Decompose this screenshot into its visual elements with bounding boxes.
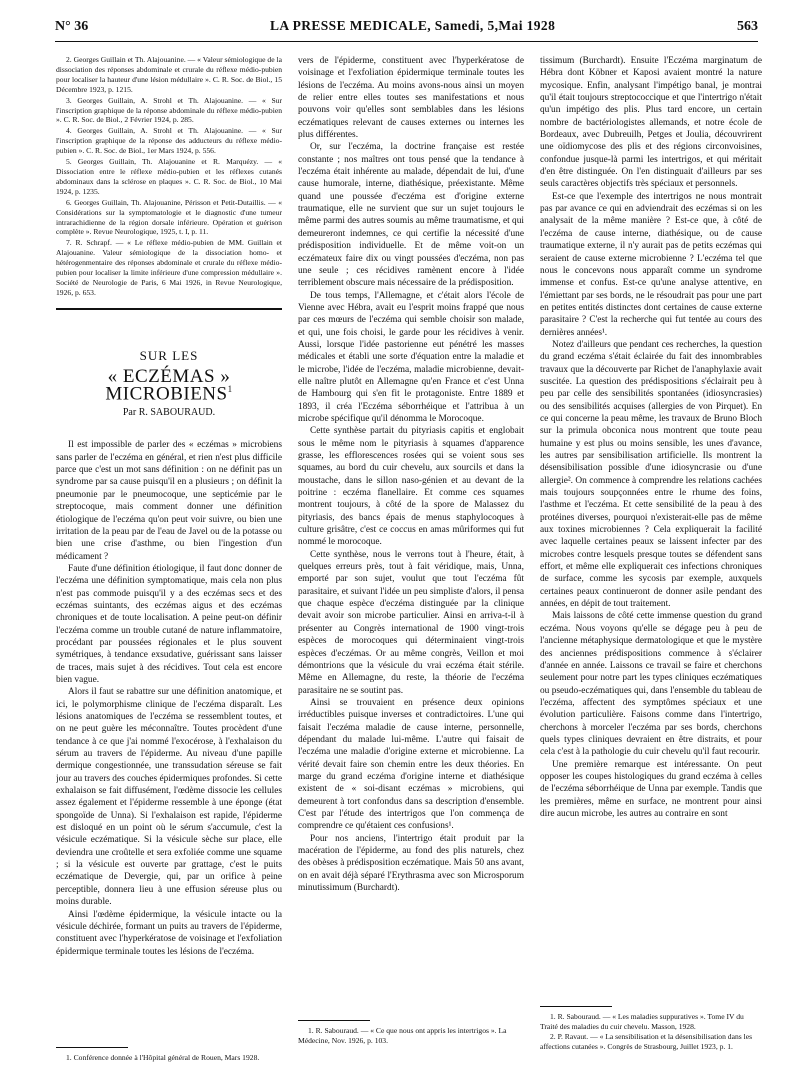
reference-item: 5. Georges Guillain, Th. Alajouanine et R. Marquézy. — « Dissociation entre le réflexe médio-pubien et les réflexes cutanés abdominaux dans la sclérose en plaques ». C. R. Soc. de Biol., 10 Mai 1924, p. 1235. [56,157,282,196]
paragraph: Faute d'une définition étiologique, il faut donc donner de l'eczéma une définition symptomatique, mais cela non plus n'est pas commode puisqu'il y a des eczémas secs et des eczémas suintants, des eczémas aigus et des eczémas chroniques et de toute localisation. A peine peut-on définir l'eczéma comme un trouble cutané de nature inflammatoire, procédant par poussées régionales et le plus souvent symétriques, à tendance exsudative, guérissant sans laisser de traces, mais sujet à des récidives. Tout cela est encore bien vague. [56,563,282,685]
footnote-rule [298,1020,370,1021]
footnote: 1. R. Sabouraud. — « Ce que nous ont appris les intertrigos ». La Médecine, Nov. 1926, p. 103. [298,1026,507,1045]
column-3 [540,55,762,995]
previous-article-references [56,55,282,298]
header-rule [55,41,758,42]
column-2-body [298,55,524,1010]
paragraph: Or, sur l'eczéma, la doctrine française est restée constante ; nos maîtres ont tous pensé que la tendance à l'eczéma était inhérente au malade, dépendait de lui, d'une cause humorale, interne, diathésique, préexistante. Même quand une poussée d'eczéma est d'origine externe traumatique, elle ne survient que sur un sujet toujours le même parmi des autres soumis au même traumatisme, et qui demeureront indemnes, ce qui certifie la nécessité d'une prédisposition individuelle. Et de même voit-on un eczémateux faire dix ou vingt poussées d'eczéma, non pas une seule ; ces récidives ramènent encore à l'idée terriblement obscure mais nécessaire de la prédisposition. [298,142,524,289]
article-title [56,366,282,405]
footnote-rule [540,1006,612,1007]
paragraph: Mais laissons de côté cette immense question du grand eczéma. Nous voyons qu'elle se dégage peu à peu de l'ancienne métaphysique dermatologique et que le mystère des anciennes prédispositions commence à s'éclairer d'année en année. Laissons ce travail se faire et cherchons seulement pour notre part les types cliniques eczématiques ou pseudo-eczématiques qui, dans l'ensemble du tableau de l'eczéma, affectent des symptômes spéciaux et une évolution particulière. Faisons comme dans l'intertrigo, cherchons à morceler l'eczéma par ses bords, cherchons quels types cliniques devraient en être distraits, et pour cela c'est à la pathologie du cuir chevelu qu'il faut recourir. [540,611,762,758]
article-title-text: « ECZÉMAS » MICROBIENS [105,366,231,405]
footnote: 2. P. Ravaut. — « La sensibilisation et la désensibilisation dans les affections cutanées ». Congrès de Strasbourg, Juillet 1923, p. 1. [540,1031,753,1051]
column-3-footnotes [540,1006,762,1052]
paragraph: tissimum (Burchardt). Ensuite l'Eczéma marginatum de Hébra dont Köbner et Kaposi avaient montré la nature mycosique. Enfin, analysant l'impétigo banal, je montrai qu'il était toujours streptococcique et que l'intertrigo n'était qu'un impétigo des plis. Plus tard encore, un certain nombre de bactériologistes allemands, et notre école de Bordeaux, avec Dubreuilh, Petges et Joulia, découvrirent une oïdiomycose des plis et des régions circonvoisines, confondue jusque-là parmi les intertrigos, et qui méritait d'en être distinguée. On l'en distinguait d'ailleurs par ses seuls caractères objectifs très spéciaux et personnels. [540,56,762,190]
paragraph: Cette synthèse partait du pityriasis capitis et englobait sous le même nom le pityriasis à squames d'apparence grasse, les efflorescences rosées qui se voient sous ses squames, au bord du cuir chevelu, aux sourcils et dans la moustache, dans le sillon naso-génien et au devant de la poitrine : eczéma flanellaire. Et comme ces squames montrent toujours, à côté de la spore de Malassez du pityriasis, des bancs épais de menus staphylocoques à culture grisâtre, c'est ce coccus en amas mûriformes qui fut nommé le morocoque. [298,426,524,548]
reference-item: 2. Georges Guillain et Th. Alajouanine. — « Valeur sémiologique de la dissociation des réponses abdominale et crurale du réflexe médio-pubien pour localiser la hauteur d'une lésion médullaire ». C. R. Soc. de Biol., 15 Décembre 1923, p. 1215. [56,55,282,94]
paragraph: Ainsi se trouvaient en présence deux opinions irréductibles puisque inverses et contradictoires. L'une qui faisait l'eczéma maladie de cause interne, personnelle, dépendant du malade lui-même. L'autre qui faisait de l'eczéma une maladie d'origine externe et microbienne. La vérité devait faire son chemin entre les deux théories. En marge du grand eczéma d'origine interne et diathésique existent de « soi-disant eczémas » microbiens, qui demeurent à tort confondus dans sa description d'ensemble. C'est par l'étude des intertrigos que l'on commença de comprendre ce qu'étaient ces confusions¹. [298,697,524,832]
column-1-body [56,439,282,999]
title-footnote-marker: 1 [227,384,233,395]
reference-item: 3. Georges Guillain, A. Strohl et Th. Alajouanine. — « Sur l'inscription graphique de la réponse abdominale du réflexe médio-pubien ». C. R. Soc. de Biol., 2 Février 1924, p. 285. [56,95,282,125]
footnote: 1. R. Sabouraud. — « Les maladies suppuratives ». Tome IV du Traité des maladies du cuir chevelu. Masson, 1928. [540,1012,744,1031]
column-1 [56,55,282,999]
page-header [55,18,758,40]
reference-item: 7. R. Schrapf. — « Le réflexe médio-pubien de MM. Guillain et Alajouanine. Valeur sémiologique de la dissociation homo- et hétérogenmentaire des réponses abdominale et crurale du réflexe médio-pubien pour localiser la limite inférieure d'une compression médullaire ». Société de Neurologie de Paris, 6 Mai 1926, in Revue Neurologique, 1926, p. 653. [56,238,282,297]
column-2 [298,55,524,1010]
column-2-footnotes [298,1020,524,1046]
page-number: 563 [736,19,758,34]
article-author: Par R. SABOURAUD. [122,407,216,419]
reference-item: 6. Georges Guillain, Th. Alajouanine, Périsson et Petit-Dutaillis. — « Considérations sur la symptomatologie et le diagnostic d'une tumeur intrarachidienne de la région dorsale inférieure. Opération et guérison complète ». Revue Neurologique, 1925, t. I, p. 11. [56,197,282,237]
paragraph: Une première remarque est intéressante. On peut opposer les coupes histologiques du grand eczéma à celles de l'eczéma séborrhéique de Unna par exemple. Tandis que les premières, même en surface, ne montrent pour ainsi dire aucun microbe, les autres au contraire en sont [540,759,762,819]
footnote-rule [56,1047,128,1048]
paragraph: Ainsi l'œdème épidermique, la vésicule intacte ou la vésicule déchirée, formant un puits au travers de l'épiderme, constituent avec l'hyperkératose de voisinage et l'exfoliation épidermique terminale toutes les lésions de l'eczéma. [56,909,282,957]
article-kicker: SUR LES [139,347,199,363]
journal-title-date: LA PRESSE MEDICALE, Samedi, 5,Mai 1928 [269,18,556,33]
issue-number: N° 36 [55,19,89,34]
paragraph: Alors il faut se rabattre sur une définition anatomique, et ici, le polymorphisme clinique de l'eczéma disparaît. Les lésions anatomiques de l'eczéma se ressemblent toutes, et on ne peut guère les méconnaître. Toutes procèdent d'une tendance à ce que j'ai nommé l'exocérose, à l'exhalaison du sérum au travers de l'épiderme. Au niveau d'une papille dermique congestionnée, une transsudation séreuse se fait jour au travers des couches épidermiques profondes. Si cette exhalaison se fait diffusément, l'œdème dissocie les cellules assez également et l'épiderme ressemble à une éponge (état spongoïde de Unna). Si l'exhalaison est rapide, l'épiderme est disloqué en un point où le sérum s'accumule, c'est la vésicule eczématique. Si la vésicule sèche sur place, elle deviendra une croûtelle et sera exfoliée comme une squame ; si la vésicule est ouverte par grattage, c'est le puits eczématique de Devergie, qui, par un orifice à peine perceptible, donnera lieu à une effusion séreuse plus ou moins durable. [56,687,282,908]
paragraph: Il est impossible de parler des « eczémas » microbiens sans parler de l'eczéma en général, et rien n'est plus difficile parce que c'est un mot sans définition : on ne définit pas un syndrome par sa cause puisqu'il en a plusieurs ; on définit la pneumonie par le pneumocoque, une septicémie par le streptocoque, mais comment donner une définition étiologique de l'eczéma qu'on peut voir suivre, ou bien une irritation de la peau par de l'eau de Javel ou de la potasse ou bien une crise d'asthme, ou bien l'ingestion d'un médicament ? [56,440,282,562]
footnote: 1. Conférence donnée à l'Hôpital général de Rouen, Mars 1928. [66,1053,260,1062]
article-separator [56,308,282,310]
reference-item: 4. Georges Guillain, A. Strohl et Th. Alajouanine. — « Sur l'inscription graphique de la réponse des adducteurs du réflexe médio-pubien ». C. R. Soc. de Biol., 1er Mars 1924, p. 556. [56,126,282,156]
paragraph: Notez d'ailleurs que pendant ces recherches, la question du grand eczéma s'était éclairée du fait des innombrables travaux que la découverte par Richet de l'anaphylaxie avait suscitée. La question des prédispositions s'éclairait peu à peu par celle des sensibilités spontanées (idiosyncrasies) ou des sensibilités acquises (allergies de von Pirquet). En ce qui concerne la peau même, les travaux de Bruno Bloch sur la primula obconica nous montrent que toute peau humaine y est plus ou moins sensible, les unes d'avance, les autres par sensibilisation artificielle. Ils montrent la désensibilisation possible d'une idiosyncrasie ou d'une allergie². On commence à comprendre les relations cachées mais toujours soupçonnées entre le rhume des foins, l'asthme et l'eczéma. Et cette sensibilité de la peau à des protéines diverses, pourquoi n'existerait-elle pas de même aux toxines microbiennes ? Cela expliquerait la facilité avec laquelle certaines peaux se laissent infecter par des microbes contre lesquels presque toutes se défendent sans effort, et même elle expliquerait ces infections chroniques de surface, comme les sycosis par exemple, auxquels certaines peaux continueront de donner asile pendant des années, en dépit de tout traitement. [540,339,762,610]
paragraph: De tous temps, l'Allemagne, et c'était alors l'école de Vienne avec Hébra, avait eu l'esprit moins frappé que nous par ces mœurs de l'eczéma qui semble choisir son malade, et qui, une fois choisi, le garde pour les récidives à venir. Aussi, lorsque l'idée pastorienne eut pénétré les masses médicales et établi une sorte d'équation entre la maladie et le microbe, l'idée de l'eczéma, maladie microbienne, devait-elle naître plutôt en Allemagne qu'en France et c'est Unna de Hambourg qui s'en fit le protagoniste. Entre 1889 et 1893, il créa l'Eczéma séborrhéique et l'attribua à un microbe spécifique qu'il dénomma le Morocoque. [298,290,524,424]
column-3-body [540,55,762,995]
paragraph: Cette synthèse, nous le verrons tout à l'heure, était, à quelques erreurs près, tout à fait véridique, mais, Unna, emporté par son sujet, voulut que tout l'eczéma fût parasitaire, et suivant l'idée un peu simpliste d'alors, il pensa que chaque espèce d'eczéma distinguée par la clinique devait avoir son microbe particulier. Ainsi en arriva-t-il à présenter au Congrès international de 1900 vingt-trois espèces de morocoques qui déterminaient vingt-trois espèces d'eczémas. Or au même congrès, Veillon et moi démontrions que la vésicule du vrai eczéma était stérile. Même en Allemagne, du reste, la théorie de l'eczéma parasitaire ne se soutint pas. [298,549,524,696]
paragraph: vers de l'épiderme, constituent avec l'hyperkératose de voisinage et l'exfoliation épidermique terminale toutes les lésions de l'eczéma. Au moins avons-nous ainsi un moyen de relier entre elles toutes ses manifestations et nous pouvons voir qu'elles sont semblables dans les lésions eczématiques relevant de causes externes ou internes les plus différentes. [298,56,524,141]
column-1-footnotes [56,1047,282,1063]
paragraph: Est-ce que l'exemple des intertrigos ne nous montrait pas par avance ce qui en adviendrait des eczémas si on les analysait de la même manière ? Est-ce que, à côté de l'eczéma de cause interne, diathésique, ou de cause traumatique externe, il n'y aurait pas de petits eczémas qui seraient de cause externe microbienne ? L'eczéma tel que nous le concevons nous apparaît comme un syndrome immense et confus. Est-ce qu'une analyse attentive, en l'émiettant par ses bords, ne le résoudrait pas pour une part en petites entités distinctes dont certaines de cause externe parasitaire ? C'est la recherche qui fut tentée au cours des dernières années¹. [540,191,762,338]
paragraph: Pour nos anciens, l'intertrigo était produit par la macération de l'épiderme, au fond des plis naturels, chez des obèses à prédisposition eczématique. Mais 50 ans avant, on en avait déjà séparé l'Erythrasma avec son Microsporum minutissimum (Burchardt). [298,833,524,894]
